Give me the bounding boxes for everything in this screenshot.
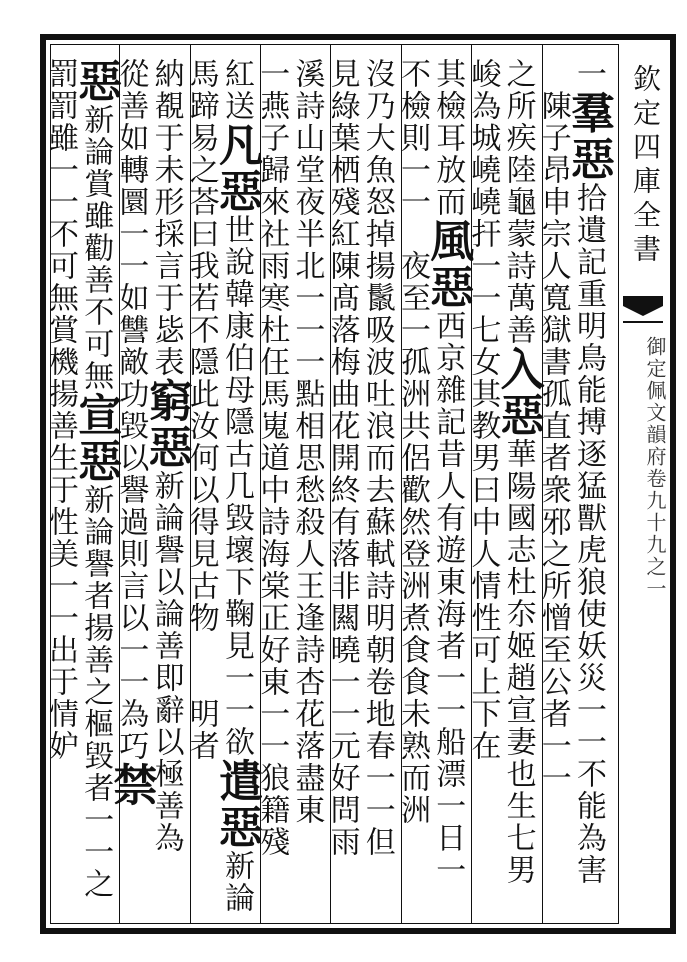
column-divider — [330, 44, 331, 924]
text-column — [394, 58, 436, 918]
headword: 窮惡 — [140, 378, 192, 470]
column-divider — [119, 44, 120, 924]
text-segment: 功毀以譽過則言以一一為巧 — [113, 378, 149, 762]
text-segment: 易之荅曰我若不隱此汝何以得見古物 — [183, 122, 219, 634]
text-segment: 罰罰雖一一不可無賞 — [42, 58, 78, 346]
text-segment: 納覩于未形採言于毖表 — [148, 58, 184, 378]
text-segment: 陳子昂申宗人寬獄書孤直者衆邪之所憎至公者一一 — [535, 58, 571, 794]
headword: 羣惡 — [562, 90, 614, 182]
text-segment: 紅送 — [218, 58, 254, 122]
text-segment: 機揚善生于性美一一出于情妒 — [42, 346, 78, 762]
text-column — [535, 58, 577, 918]
page-margin — [619, 44, 670, 924]
headword: 風惡 — [422, 218, 474, 310]
text-segment: 見綠葉栖殘紅陳髙落梅曲花開終有落非闗曉一一元好問雨 — [324, 58, 360, 858]
text-segment: 新論 — [218, 850, 254, 914]
text-column — [465, 58, 506, 918]
text-column — [289, 58, 330, 918]
text-column — [254, 58, 295, 918]
text-column — [422, 58, 474, 918]
text-segment: 其檢耳放而 — [430, 58, 466, 218]
headword: 禁 — [105, 762, 157, 808]
headword: 入惡 — [492, 346, 544, 438]
text-column — [140, 58, 192, 918]
column-divider — [471, 44, 472, 924]
text-segment: 之所疾陸龜蒙詩萬善 — [500, 58, 536, 346]
text-segment: 一 — [570, 58, 606, 90]
text-column — [359, 58, 401, 918]
text-column — [562, 58, 614, 918]
text-segment: 世說韓康伯母隱古几毀壞下鞠見一一欲 — [218, 214, 254, 758]
text-segment: 新論譽者揚善之樞毀者一一之 — [78, 484, 114, 900]
column-divider — [401, 44, 402, 924]
text-segment: 沒乃大魚怒掉揚鬛吸波吐浪而去蘇軾詩明朝卷地春一一但 — [359, 58, 395, 858]
text-segment: 馬蹄 — [183, 58, 219, 122]
headword: 遣惡 — [210, 758, 262, 850]
text-segment: 一燕子歸來社雨寒杜仼馬嵬道中詩海棠正好東一一狼籍殘 — [254, 58, 290, 858]
headword: 凡惡 — [210, 122, 262, 214]
text-segment: 七女其教男曰中人情性可上下在 — [465, 314, 501, 762]
text-column — [42, 58, 84, 918]
text-segment: 新論賞雖勸善不可無 — [78, 104, 114, 392]
text-column — [105, 58, 157, 918]
text-column — [183, 58, 225, 918]
text-column — [324, 58, 365, 918]
text-segment: 華陽國志杜夵姬趙宣妻也生七男 — [500, 438, 536, 886]
text-segment: 從善如轉圜一一如讐敵 — [113, 58, 149, 378]
text-segment: 峻為城嶢嶢扞一一 — [465, 58, 501, 314]
text-segment: 夜至一孤洲共侶歡然登洲煮食食未熟而洲 — [394, 218, 430, 826]
headword: 宣惡 — [70, 392, 122, 484]
text-segment: 不檢則一一 — [394, 58, 430, 218]
text-segment: 西京雜記昔人有遊東海者一一船漂一日一 — [430, 310, 466, 886]
headword: 惡 — [70, 58, 122, 104]
text-column — [492, 58, 544, 918]
fish-tail-mark — [623, 292, 663, 326]
text-segment: 明者 — [183, 634, 219, 762]
text-segment: 拾遺記重明鳥能搏逐猛獸虎狼使妖災一一不能為害 — [570, 182, 606, 886]
column-divider — [542, 44, 543, 924]
text-segment: 溪詩山堂夜半北一一一點相思愁殺人王逢詩杏花落盡東 — [289, 58, 325, 826]
column-divider — [190, 44, 191, 924]
text-column — [70, 58, 122, 918]
text-column — [210, 58, 262, 918]
text-segment: 新論譽以論善即辭以極善為 — [148, 470, 184, 854]
book-title: 欽定四庫全書 — [629, 64, 662, 268]
volume-label: 御定佩文韻府卷九十九之一 — [643, 336, 667, 600]
